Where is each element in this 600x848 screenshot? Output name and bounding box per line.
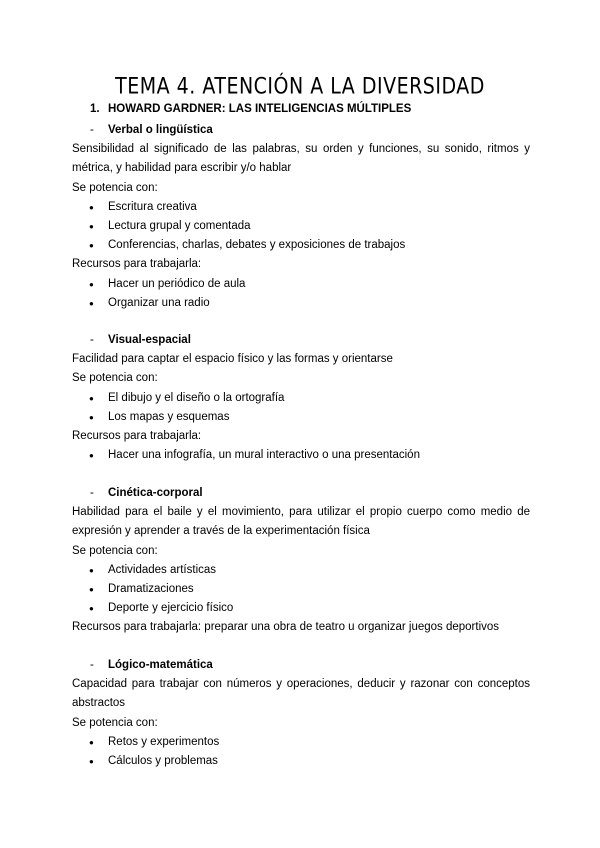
subheading-text: Cinética-corporal bbox=[108, 487, 203, 499]
list-item: ● Dramatizaciones bbox=[72, 580, 530, 599]
intelligence-section-corporal bbox=[72, 484, 530, 638]
description: Habilidad para el baile y el movimiento, para utilizar el propio cuerpo como medio de expresión y aprender a través de la experimentación física bbox=[72, 506, 530, 538]
potencia-list bbox=[72, 561, 530, 619]
intelligence-section-logico bbox=[72, 656, 530, 771]
list-item: ● Hacer una infografía, un mural interactivo o una presentación bbox=[72, 446, 530, 465]
list-item: ● Organizar una radio bbox=[72, 294, 530, 313]
potencia-label: Se potencia con: bbox=[72, 372, 158, 385]
intelligence-section-visual bbox=[72, 331, 530, 465]
subheading: - Cinética-corporal bbox=[90, 487, 203, 499]
potencia-list bbox=[72, 733, 530, 771]
list-item: ● Conferencias, charlas, debates y exposiciones de trabajos bbox=[72, 236, 530, 255]
list-item: ● Hacer un periódico de aula bbox=[72, 275, 530, 294]
intelligence-section-verbal bbox=[72, 121, 530, 313]
potencia-label: Se potencia con: bbox=[72, 716, 158, 729]
list-item: ● Escritura creativa bbox=[72, 198, 530, 217]
list-item: ● Deporte y ejercicio físico bbox=[72, 599, 530, 618]
subheading-text: Visual-espacial bbox=[108, 334, 191, 346]
recursos-label: Recursos para trabajarla: bbox=[72, 258, 202, 271]
list-item: ● Retos y experimentos bbox=[72, 733, 530, 752]
subheading: - Visual-espacial bbox=[90, 334, 191, 346]
heading-number: 1. bbox=[90, 103, 100, 115]
description: Sensibilidad al significado de las palabras, su orden y funciones, su sonido, ritmos y métrica, y habilidad para escribir y/o hablar bbox=[72, 143, 530, 175]
potencia-list bbox=[72, 198, 530, 256]
recursos-label: Recursos para trabajarla: bbox=[72, 430, 202, 443]
list-item: ● El dibujo y el diseño o la ortografía bbox=[72, 389, 530, 408]
list-item: ● Actividades artísticas bbox=[72, 561, 530, 580]
description: Capacidad para trabajar con números y operaciones, deducir y razonar con conceptos abstractos bbox=[72, 678, 530, 710]
potencia-label: Se potencia con: bbox=[72, 544, 158, 557]
subheading-text: Lógico-matemática bbox=[108, 659, 213, 671]
description: Facilidad para captar el espacio físico y las formas y orientarse bbox=[72, 353, 393, 366]
potencia-list bbox=[72, 389, 530, 427]
list-item: ● Cálculos y problemas bbox=[72, 752, 530, 771]
section-heading bbox=[90, 103, 411, 115]
heading-text: HOWARD GARDNER: LAS INTELIGENCIAS MÚLTIPLES bbox=[108, 103, 412, 115]
document-title: TEMA 4. ATENCIÓN A LA DIVERSIDAD bbox=[115, 74, 485, 100]
potencia-label: Se potencia con: bbox=[72, 181, 158, 194]
recursos-list bbox=[72, 446, 530, 465]
subheading: - Lógico-matemática bbox=[90, 659, 213, 671]
recursos-list bbox=[72, 275, 530, 313]
recursos-line: Recursos para trabajarla: preparar una obra de teatro u organizar juegos deportivos bbox=[72, 621, 500, 634]
list-item: ● Lectura grupal y comentada bbox=[72, 217, 530, 236]
subheading: - Verbal o lingüística bbox=[90, 124, 213, 136]
subheading-text: Verbal o lingüística bbox=[108, 124, 213, 136]
list-item: ● Los mapas y esquemas bbox=[72, 408, 530, 427]
